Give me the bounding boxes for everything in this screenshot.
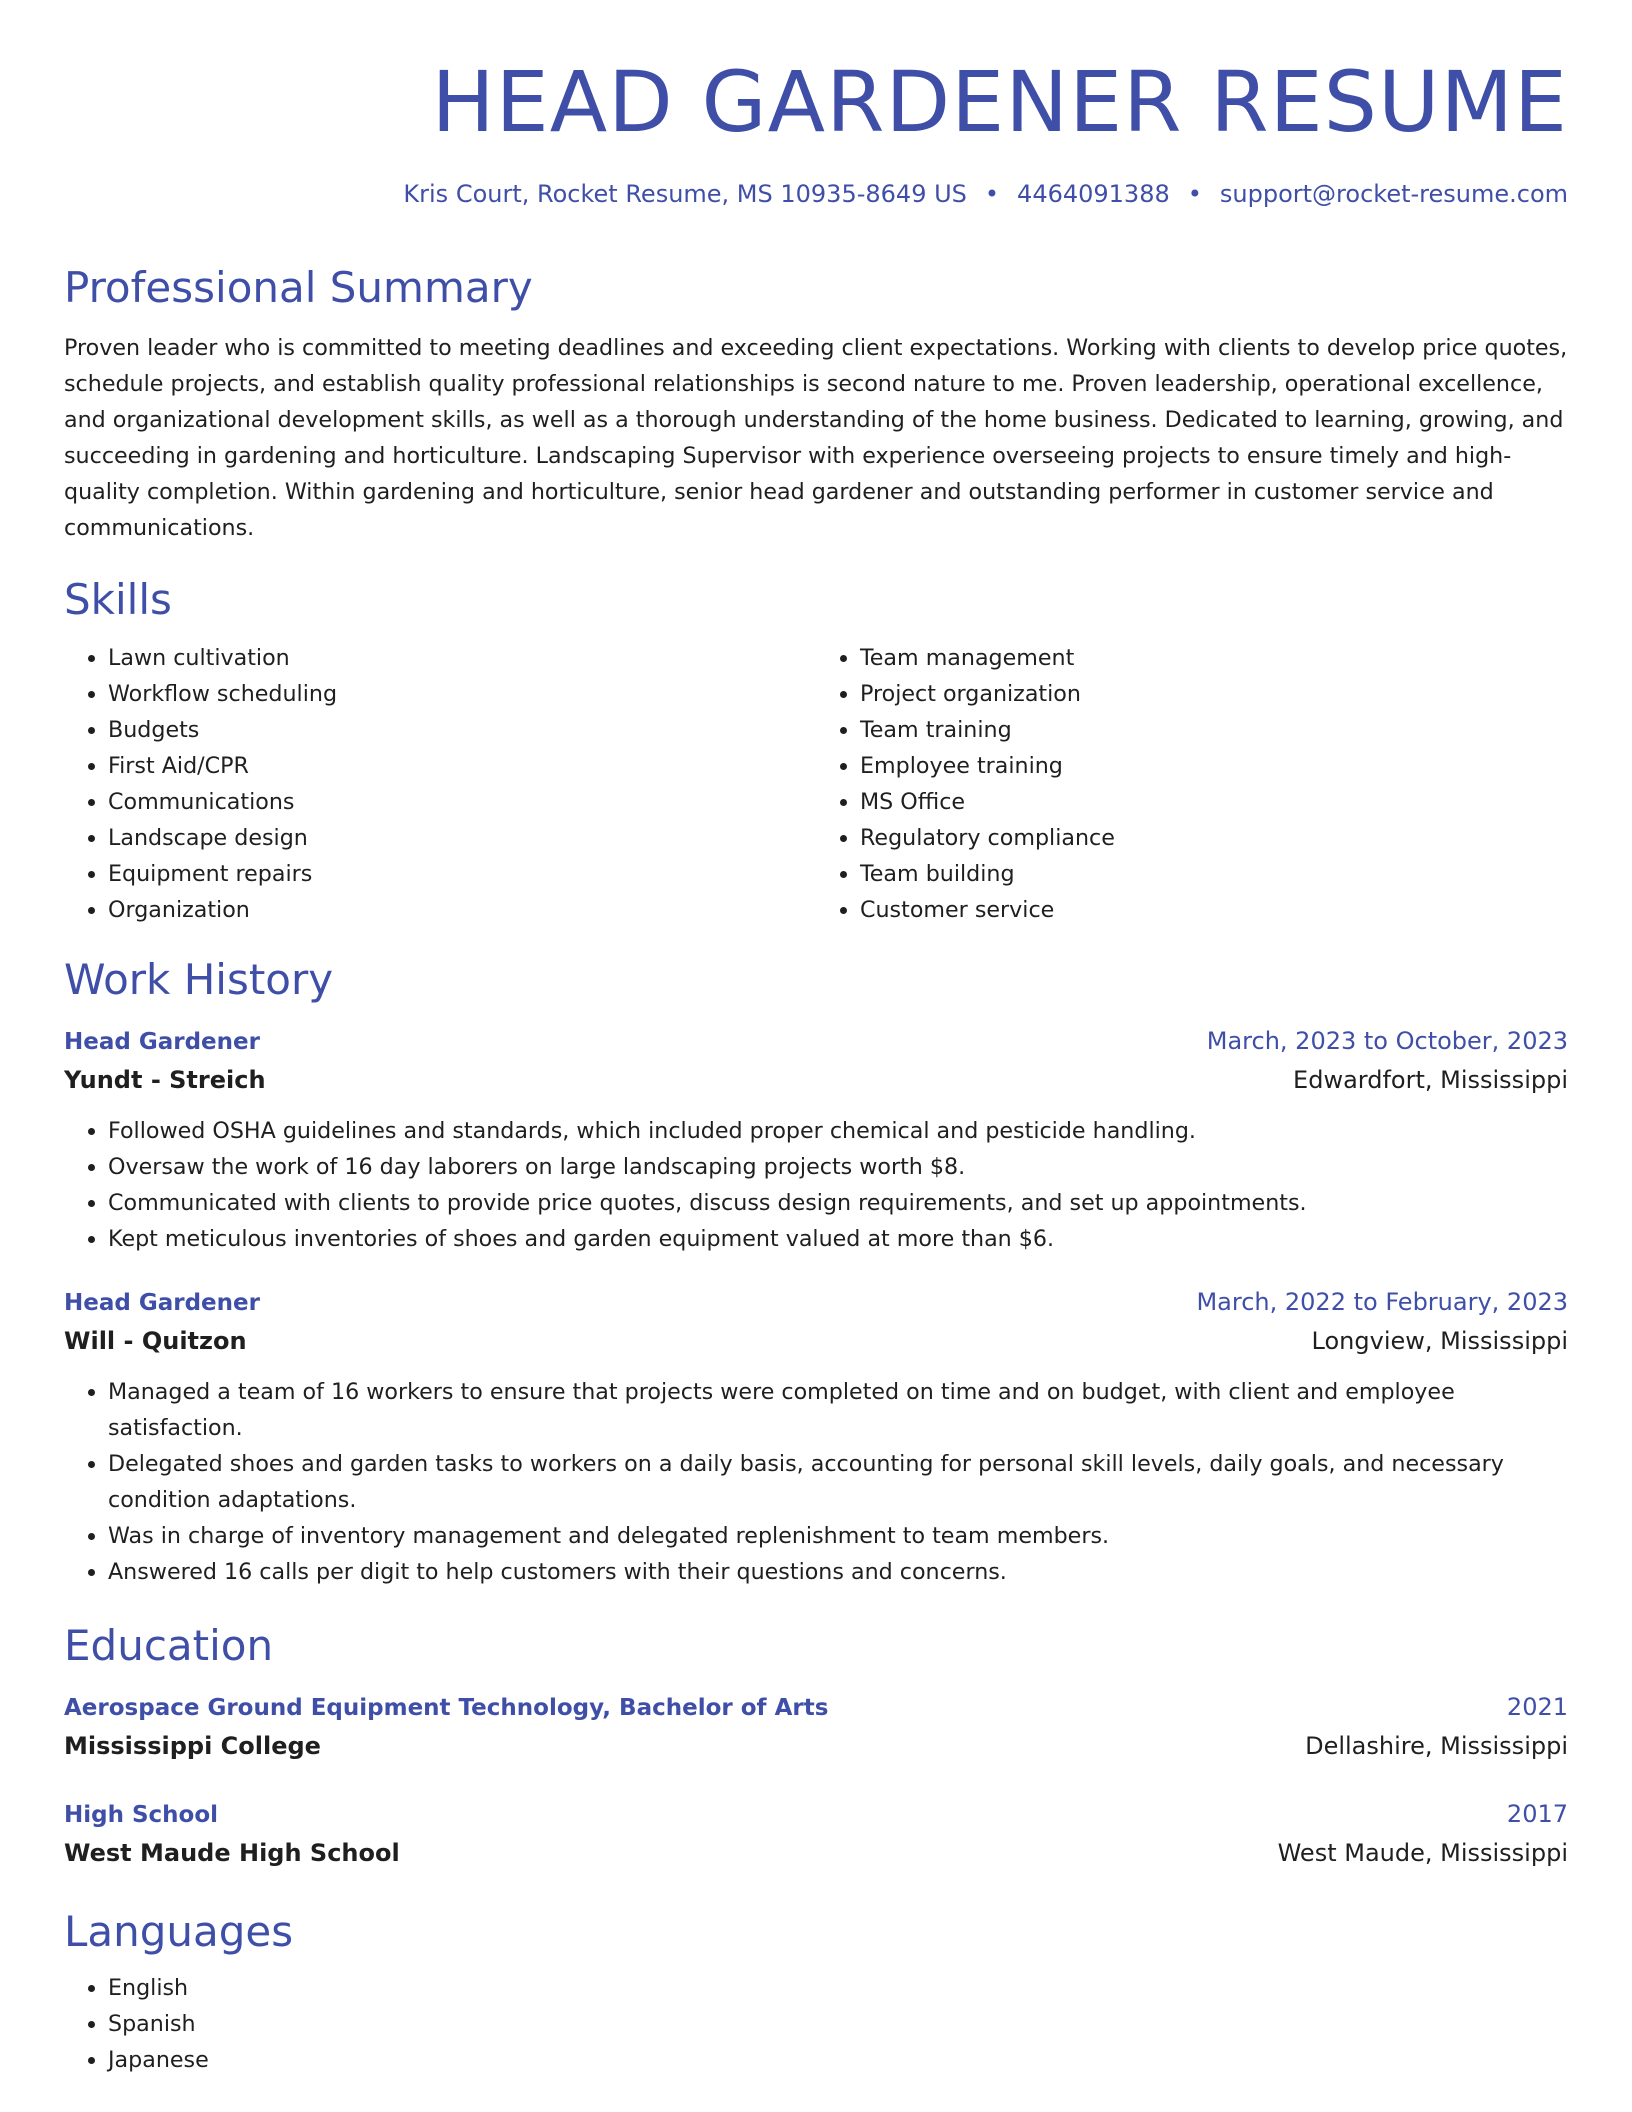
skill-item: • Team training	[860, 712, 1568, 748]
education-location: West Maude, Mississippi	[1277, 1839, 1568, 1867]
job-bullet: • Communicated with clients to provide price quotes, discuss design requirements, and set up appointments.	[108, 1185, 1568, 1221]
contact-phone: 4464091388	[1017, 180, 1170, 208]
education-school: Mississippi College	[64, 1732, 321, 1760]
job-bullet: • Answered 16 calls per digit to help customers with their questions and concerns.	[108, 1554, 1568, 1590]
section-heading-skills: Skills	[64, 575, 172, 624]
education-degree: Aerospace Ground Equipment Technology, Bachelor of Arts	[64, 1695, 829, 1721]
language-item: • Japanese	[108, 2042, 1568, 2078]
job-company: Will - Quitzon	[64, 1327, 247, 1355]
skill-item: • Communications	[108, 784, 816, 820]
contact-address: Kris Court, Rocket Resume, MS 10935-8649 US	[403, 180, 967, 208]
skill-item: • Regulatory compliance	[860, 820, 1568, 856]
job-location: Edwardfort, Mississippi	[1293, 1066, 1568, 1094]
skill-item: • Employee training	[860, 748, 1568, 784]
job-title: Head Gardener	[64, 1290, 260, 1316]
contact-separator: •	[984, 180, 1000, 208]
contact-line	[403, 180, 1568, 208]
resume-title: HEAD GARDENER RESUME	[431, 53, 1568, 151]
job-location: Longview, Mississippi	[1311, 1327, 1568, 1355]
skill-item: • Project organization	[860, 676, 1568, 712]
languages-list	[64, 1970, 1568, 2078]
job-bullet: • Oversaw the work of 16 day laborers on large landscaping projects worth $8.	[108, 1149, 1568, 1185]
skill-item: • Budgets	[108, 712, 816, 748]
job-dates: March, 2023 to October, 2023	[1206, 1027, 1568, 1055]
job-entry	[64, 1283, 1568, 1590]
skills-column-left	[64, 640, 816, 928]
job-bullets	[64, 1374, 1568, 1590]
education-year: 2021	[1506, 1693, 1568, 1721]
job-bullet: • Delegated shoes and garden tasks to workers on a daily basis, accounting for personal skill levels, daily goals, and necessary condition adaptations.	[108, 1446, 1568, 1518]
skill-item: • Organization	[108, 892, 816, 928]
education-school: West Maude High School	[64, 1839, 400, 1867]
education-year: 2017	[1506, 1800, 1568, 1828]
job-entry	[64, 1022, 1568, 1257]
education-degree: High School	[64, 1802, 219, 1828]
job-bullet: • Kept meticulous inventories of shoes and garden equipment valued at more than $6.	[108, 1221, 1568, 1257]
job-title: Head Gardener	[64, 1029, 260, 1055]
language-item: • Spanish	[108, 2006, 1568, 2042]
skill-item: • MS Office	[860, 784, 1568, 820]
contact-separator: •	[1187, 180, 1202, 208]
skill-item: • Landscape design	[108, 820, 816, 856]
skill-item: • Team management	[860, 640, 1568, 676]
job-company: Yundt - Streich	[64, 1066, 266, 1094]
job-dates: March, 2022 to February, 2023	[1196, 1288, 1568, 1316]
section-heading-languages: Languages	[64, 1907, 294, 1956]
summary-text: Proven leader who is committed to meeting deadlines and exceeding client expectations. Working with clients to develop price quotes, schedule projects, and establish quality professional relationships is second nature to me. Proven leadership, operational excellence, and organizational development skills, as well as a thorough understanding of the home business. Dedicated to learning, growing, and succeeding in gardening and horticulture. Landscaping Supervisor with experience overseeing projects to ensure timely and high-quality completion. Within gardening and horticulture, senior head gardener and outstanding performer in customer service and communications.	[64, 335, 1568, 541]
job-bullets	[64, 1113, 1568, 1257]
skill-item: • Lawn cultivation	[108, 640, 816, 676]
skill-item: • Team building	[860, 856, 1568, 892]
section-heading-work-history: Work History	[64, 955, 334, 1004]
job-bullet: • Managed a team of 16 workers to ensure that projects were completed on time and on budget, with client and employee satisfaction.	[108, 1374, 1568, 1446]
job-bullet: • Followed OSHA guidelines and standards, which included proper chemical and pesticide handling.	[108, 1113, 1568, 1149]
section-heading-education: Education	[64, 1621, 274, 1670]
language-item: • English	[108, 1970, 1568, 2006]
resume-content	[64, 258, 1568, 2078]
skill-item: • Customer service	[860, 892, 1568, 928]
skills-column-right	[816, 640, 1568, 928]
job-bullet: • Was in charge of inventory management and delegated replenishment to team members.	[108, 1518, 1568, 1554]
skill-item: • First Aid/CPR	[108, 748, 816, 784]
skill-item: • Equipment repairs	[108, 856, 816, 892]
education-entry	[64, 1688, 1568, 1765]
skills-list	[64, 640, 1568, 928]
education-location: Dellashire, Mississippi	[1305, 1732, 1568, 1760]
section-heading-summary: Professional Summary	[64, 263, 533, 312]
education-entry	[64, 1795, 1568, 1872]
contact-email: support@rocket-resume.com	[1219, 180, 1568, 208]
skill-item: • Workflow scheduling	[108, 676, 816, 712]
